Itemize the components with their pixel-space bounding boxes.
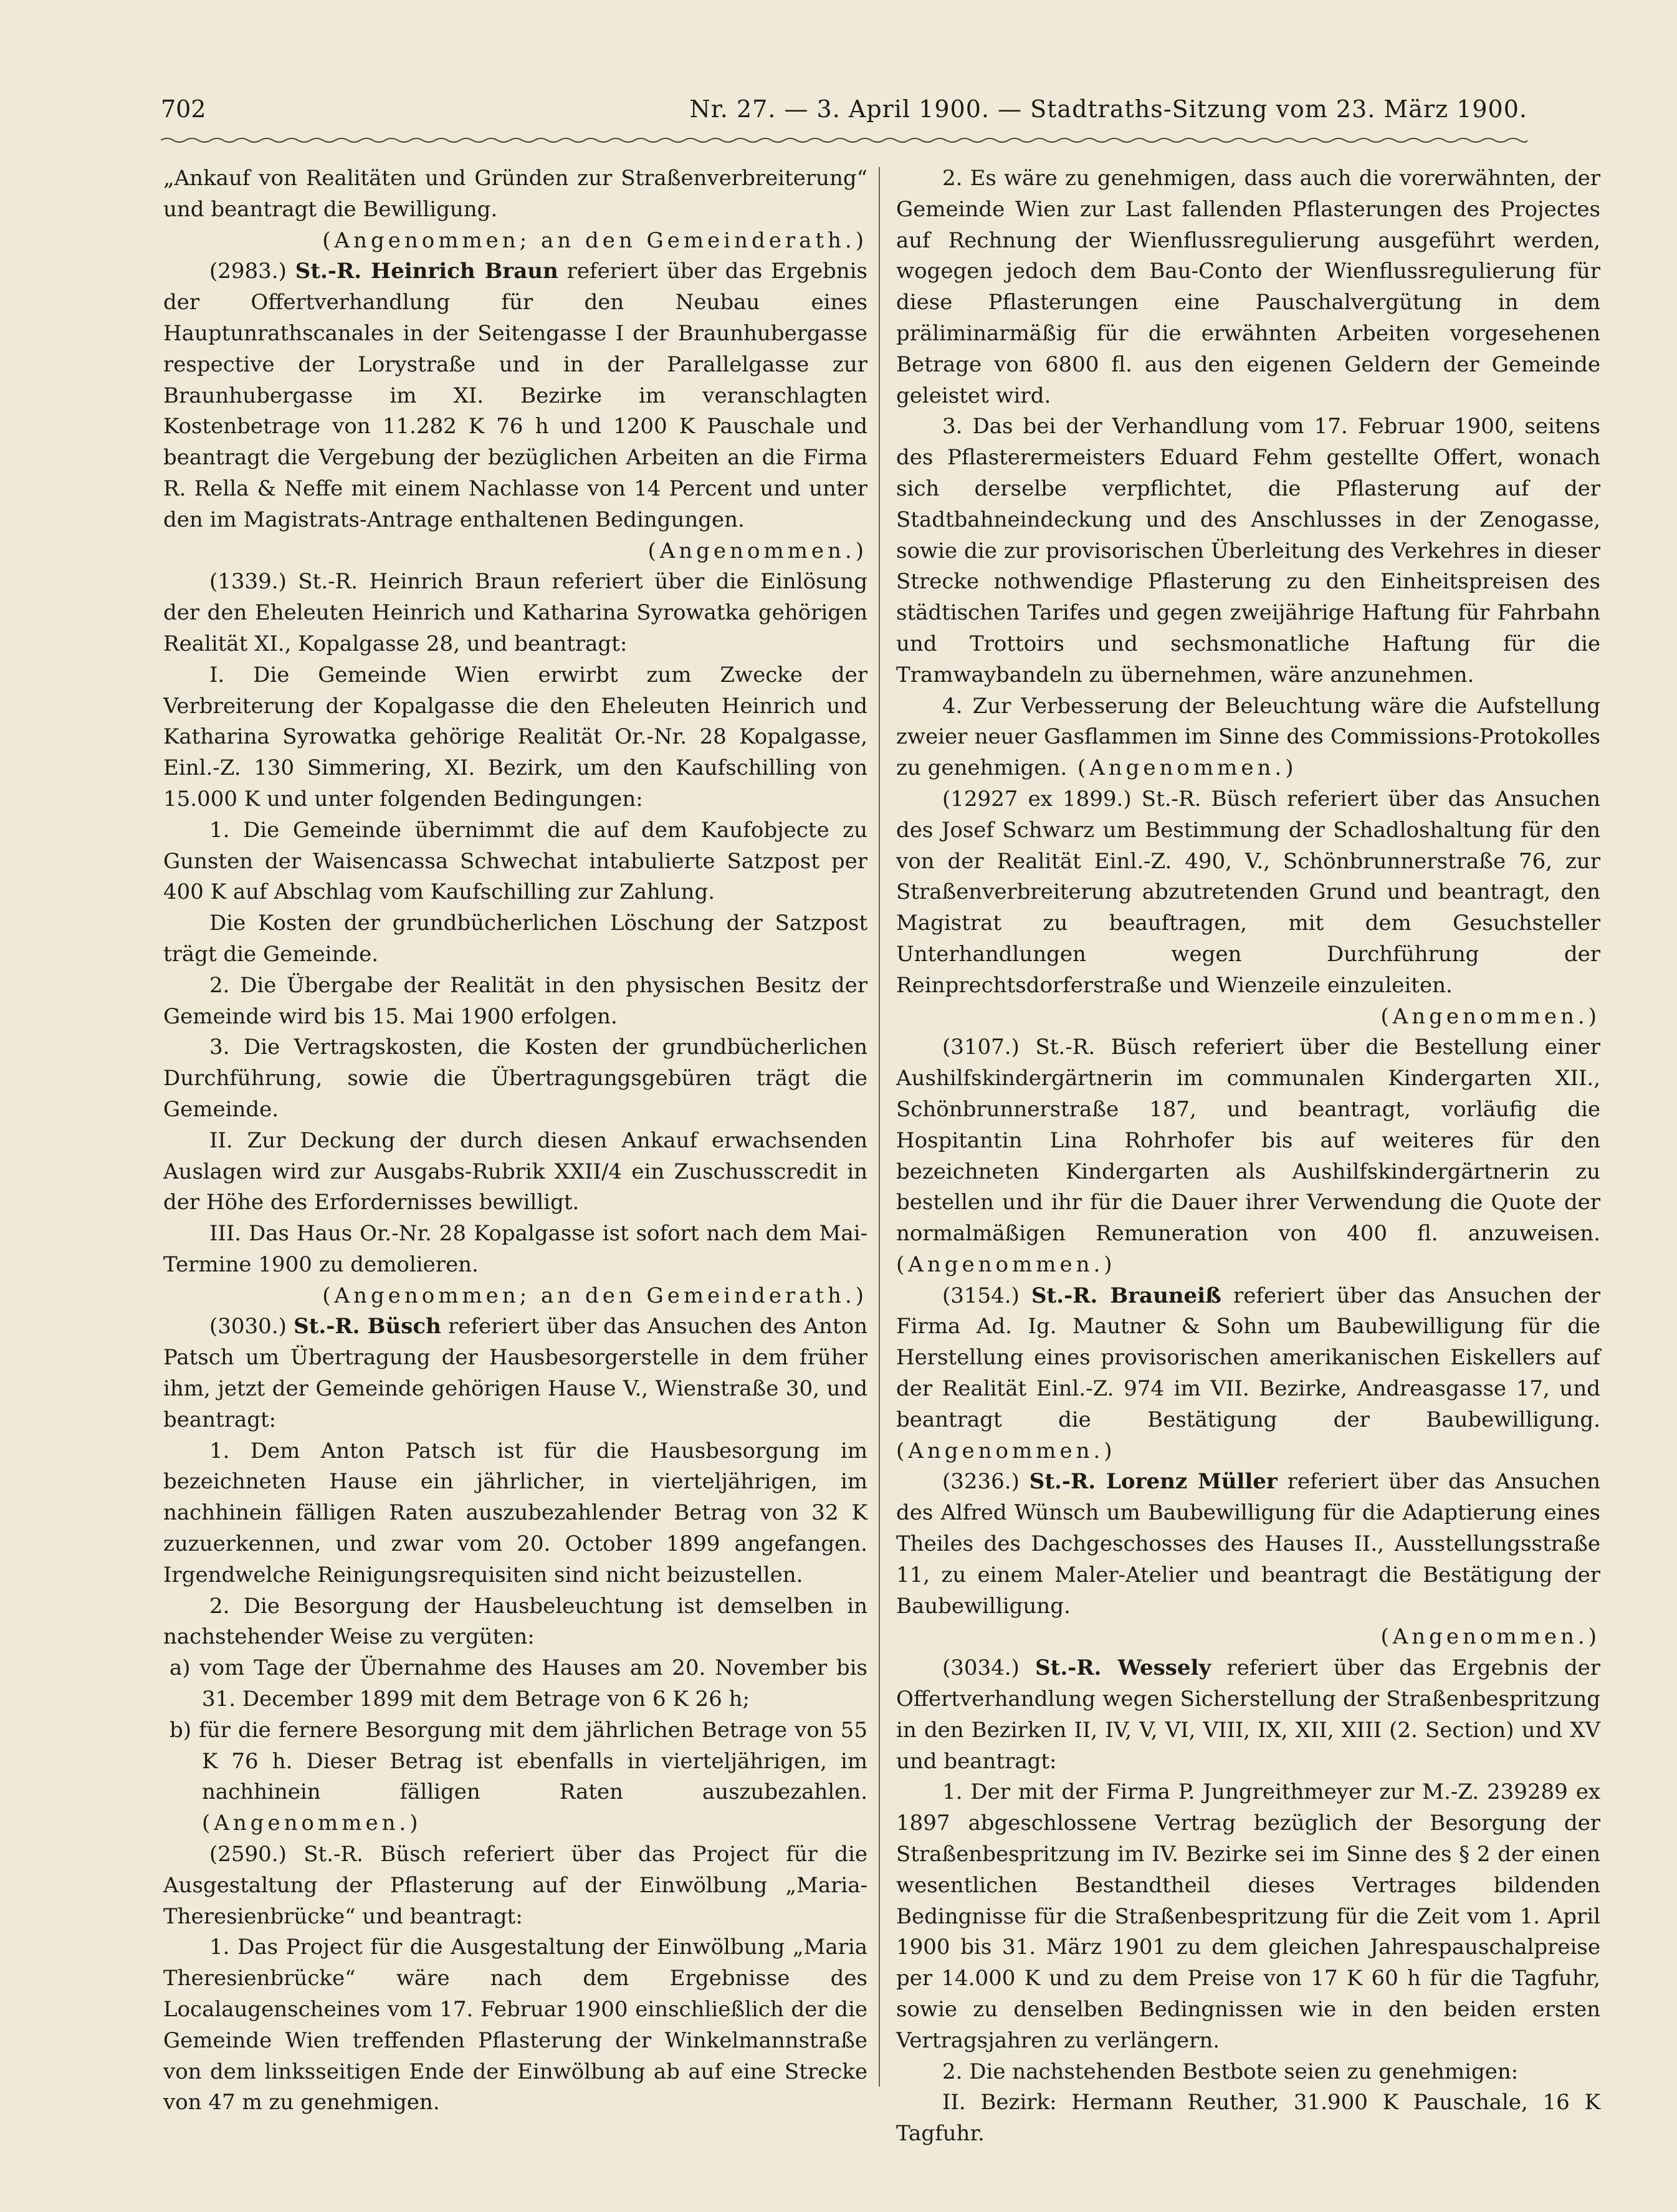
item-number: (3034.) bbox=[942, 1655, 1036, 1681]
paragraph: Die Kosten der grundbücherlichen Löschung der Satzpost trägt die Gemeinde. bbox=[163, 911, 867, 967]
item-number: (2983.) bbox=[209, 259, 295, 284]
paragraph: 1. Das Project für die Ausgestaltung der Einwölbung „Maria Theresienbrücke“ wäre nach dem Ergebnisse des Localaugenscheines vom 17. Februar 1900 einschließlich der die Gemeinde Wien treffenden Pflasterung der Winkelmannstraße von dem linksseitigen Ende der Einwölbung ab auf eine Strecke von 47 m zu genehmigen. bbox=[163, 1935, 867, 2115]
paragraph: 2. Es wäre zu genehmigen, dass auch die vorerwähnten, der Gemeinde Wien zur Last fallenden Pflasterungen des Projectes auf Rechnung der Wienflussregulierung ausgeführt werden, wogegen jedoch dem Bau-Conto der Wienflussregulierung für diese Pflasterungen eine Pauschalvergütung in dem präliminarmäßig für die erwähnten Arbeiten vorgesehenen Betrage von 6800 fl. aus den eigenen Geldern der Gemeinde geleistet wird. bbox=[896, 166, 1600, 408]
right-column bbox=[896, 163, 1600, 2150]
decision-note: (Angenommen.) bbox=[896, 1252, 1116, 1277]
decision-note: (Angenommen; an den Gemeinderath.) bbox=[322, 227, 867, 253]
paragraph: 2. Die Übergabe der Realität in den physischen Besitz der Gemeinde wird bis 15. Mai 1900 erfolgen. bbox=[163, 972, 867, 1029]
paragraph: II. Bezirk: Hermann Reuther, 31.900 K Pauschale, 16 K Tagfuhr. bbox=[896, 2090, 1600, 2147]
paragraph: 3. Die Vertragskosten, die Kosten der grundbücherlichen Durchführung, sowie die Übertragungsgebüren trägt die Gemeinde. bbox=[163, 1035, 867, 1122]
decision-note: (Angenommen.) bbox=[1067, 755, 1297, 781]
decision-note: (Angenommen.) bbox=[1380, 1003, 1600, 1029]
paragraph: 2. Die nachstehenden Bestbote seien zu genehmigen: bbox=[942, 2059, 1519, 2084]
paragraph: 3. Das bei der Verhandlung vom 17. Februar 1900, seitens des Pflasterermeisters Eduard Fehm gestellte Offert, wonach sich derselbe verpflichtet, die Pflasterung auf der Stadtbahneindeckung und des Anschlusses in der Zenogasse, sowie die zur provisorischen Überleitung des Verkehres in dieser Strecke nothwendige Pflasterung zu den Einheitspreisen des städtischen Tarifes und gegen zweijährige Haftung für Fahrbahn und Trottoirs und sechsmonatliche Haftung für die Tramwaybandeln zu übernehmen, wäre anzunehmen. bbox=[896, 414, 1600, 687]
decision-note: (Angenommen.) bbox=[1380, 1624, 1600, 1650]
paragraph: (12927 ex 1899.) St.-R. Büsch referiert über das Ansuchen des Josef Schwarz um Bestimmung der Schadloshaltung für den von der Realität Einl.-Z. 490, V., Schönbrunnerstraße 76, zur Straßenverbreiterung abzutretenden Grund und beantragt, den Magistrat zu beauftragen, mit dem Gesuchsteller Unterhandlungen wegen Durchführung der Reinprechtsdorferstraße und Wienzeile einzuleiten. bbox=[896, 786, 1600, 998]
item-number: (3236.) bbox=[942, 1469, 1030, 1495]
paragraph: (2590.) St.-R. Büsch referiert über das Project für die Ausgestaltung der Pflasterung auf der Einwölbung „Maria-Theresienbrücke“ und beantragt: bbox=[163, 1842, 867, 1929]
councillor-name: St.-R. Brauneiß bbox=[1031, 1283, 1221, 1308]
councillor-name: St.-R. Wessely bbox=[1035, 1655, 1211, 1681]
left-column bbox=[163, 163, 867, 2119]
item-number: (3154.) bbox=[942, 1283, 1031, 1308]
column-divider bbox=[879, 167, 880, 2087]
decision-note: (Angenommen.) bbox=[202, 1811, 422, 1836]
paragraph-text: 4. Zur Verbesserung der Beleuchtung wäre die Aufstellung zweier neuer Gasflammen im Sinne des Commissions-Protokolles zu genehmigen. bbox=[896, 693, 1600, 781]
paragraph: III. Das Haus Or.-Nr. 28 Kopalgasse ist sofort nach dem Mai-Termine 1900 zu demolieren. bbox=[163, 1221, 867, 1277]
decision-note: (Angenommen; an den Gemeinderath.) bbox=[322, 1283, 867, 1308]
paragraph-text: referiert über das Ansuchen der Firma Ad. Ig. Mautner & Sohn um Baubewilligung für die Herstellung eines provisorischen amerikanischen Eiskellers auf der Realität Einl.-Z. 974 im VII. Bezirke, Andreasgasse 17, und beantragt die Bestätigung der Baubewilligung. bbox=[896, 1283, 1601, 1432]
paragraph-text: referiert über das Ansuchen des Anton Patsch um Übertragung der Hausbesorgerstelle in dem früher ihm, jetzt der Gemeinde gehörigen Hause V., Wienstraße 30, und beantragt: bbox=[163, 1314, 867, 1432]
paragraph: 1. Der mit der Firma P. Jungreithmeyer zur M.-Z. 239289 ex 1897 abgeschlossene Vertrag bezüglich der Besorgung der Straßenbespritzung im IV. Bezirke sei im Sinne des § 2 der einen wesentlichen Bestandtheil dieses Vertrages bildenden Bedingnisse für die Straßenbespritzung für die Zeit vom 1. April 1900 bis 31. März 1901 zu dem gleichen Jahrespauschalpreise per 14.000 K und zu dem Preise von 17 K 60 h für die Tagfuhr, sowie zu denselben Bedingnissen wie in den beiden ersten Vertragsjahren zu verlängern. bbox=[896, 1779, 1600, 2053]
paragraph bbox=[896, 1032, 1600, 1280]
list-item bbox=[163, 1715, 867, 1839]
paragraph: „Ankauf von Realitäten und Gründen zur Straßenverbreiterung“ und beantragt die Bewilligung. bbox=[163, 166, 867, 222]
running-head: Nr. 27. — 3. April 1900. — Stadtraths-Sitzung vom 23. März 1900. bbox=[689, 95, 1527, 123]
list-item-text: b) für die fernere Besorgung mit dem jährlichen Betrage von 55 K 76 h. Dieser Betrag ist ebenfalls in vierteljährigen, im nachhinein fälligen Raten auszubezahlen. bbox=[170, 1717, 867, 1805]
decorative-rule bbox=[161, 136, 1527, 145]
decision-note: (Angenommen.) bbox=[647, 538, 867, 563]
councillor-name: St.-R. Lorenz Müller bbox=[1029, 1469, 1278, 1495]
paragraph-text: referiert über das Ansuchen des Alfred Wünsch um Baubewilligung für die Adaptierung eines Theiles des Dachgeschosses des Hauses II., Ausstellungsstraße 11, zu einem Maler-Atelier und beantragt die Bestätigung der Baubewilligung. bbox=[896, 1469, 1601, 1619]
list-item: a) vom Tage der Übernahme des Hauses am 20. November bis 31. December 1899 mit dem Betrage von 6 K 26 h; bbox=[170, 1655, 867, 1712]
paragraph bbox=[896, 1281, 1600, 1467]
paragraph bbox=[896, 1653, 1600, 1777]
item-number: (3030.) bbox=[209, 1314, 294, 1339]
paragraph: I. Die Gemeinde Wien erwirbt zum Zwecke der Verbreiterung der Kopalgasse die den Eheleuten Heinrich und Katharina Syrowatka gehörige Realität Or.-Nr. 28 Kopalgasse, Einl.-Z. 130 Simmering, XI. Bezirk, um den Kaufschilling von 15.000 K und unter folgenden Bedingungen: bbox=[163, 662, 867, 812]
paragraph-text: referiert über das Ergebnis der Offertverhandlung wegen Sicherstellung der Straßenbespritzung in den Bezirken II, IV, V, VI, VIII, IX, XII, XIII (2. Section) und XV und beantragt: bbox=[896, 1655, 1600, 1774]
paragraph bbox=[896, 1467, 1600, 1622]
paragraph: 1. Die Gemeinde übernimmt die auf dem Kaufobjecte zu Gunsten der Waisencassa Schwechat intabulierte Satzpost per 400 K auf Abschlag vom Kaufschilling zur Zahlung. bbox=[163, 817, 867, 905]
paragraph bbox=[896, 691, 1600, 784]
paragraph bbox=[163, 256, 867, 535]
page-header bbox=[161, 87, 1527, 131]
paragraph: 1. Dem Anton Patsch ist für die Hausbesorgung im bezeichneten Hause ein jährlicher, in vierteljährigen, im nachhinein fälligen Raten auszubezahlender Betrag von 32 K zuzuerkennen, und zwar vom 20. October 1899 angefangen. Irgendwelche Reinigungsrequisiten sind nicht beizustellen. bbox=[163, 1438, 867, 1587]
paragraph-text: (3107.) St.-R. Büsch referiert über die Bestellung einer Aushilfskindergärtnerin im communalen Kindergarten XII., Schönbrunnerstraße 187, und beantragt, vorläufig die Hospitantin Lina Rohrhofer bis auf weiteres für den bezeichneten Kindergarten als Aushilfskindergärtnerin zu bestellen und ihr für die Dauer ihrer Verwendung die Quote der normalmäßigen Remuneration von 400 fl. anzuweisen. bbox=[896, 1035, 1600, 1247]
councillor-name: St.-R. Büsch bbox=[294, 1314, 441, 1339]
paragraph: (1339.) St.-R. Heinrich Braun referiert über die Einlösung der den Eheleuten Heinrich und Katharina Syrowatka gehörigen Realität XI., Kopalgasse 28, und beantragt: bbox=[163, 569, 867, 656]
paragraph-text: referiert über das Ergebnis der Offertverhandlung für den Neubau eines Hauptunrathscanales in der Seitengasse I der Braunhubergasse respective der Lorystraße und in der Parallelgasse zur Braunhubergasse im XI. Bezirke im veranschlagten Kostenbetrage von 11.282 K 76 h und 1200 K Pauschale und beantragt die Vergebung der bezüglichen Arbeiten an die Firma R. Rella & Neffe mit einem Nachlasse von 14 Percent und unter den im Magistrats-Antrage enthaltenen Bedingungen. bbox=[163, 259, 867, 532]
paragraph: 2. Die Besorgung der Hausbeleuchtung ist demselben in nachstehender Weise zu vergüten: bbox=[163, 1593, 867, 1650]
decision-note: (Angenommen.) bbox=[896, 1438, 1116, 1463]
councillor-name: St.-R. Heinrich Braun bbox=[295, 259, 558, 284]
paragraph: II. Zur Deckung der durch diesen Ankauf erwachsenden Auslagen wird zur Ausgabs-Rubrik XXII/4 ein Zuschusscredit in der Höhe des Erfordernisses bewilligt. bbox=[163, 1128, 867, 1215]
paragraph bbox=[163, 1311, 867, 1435]
page-number: 702 bbox=[161, 95, 206, 123]
